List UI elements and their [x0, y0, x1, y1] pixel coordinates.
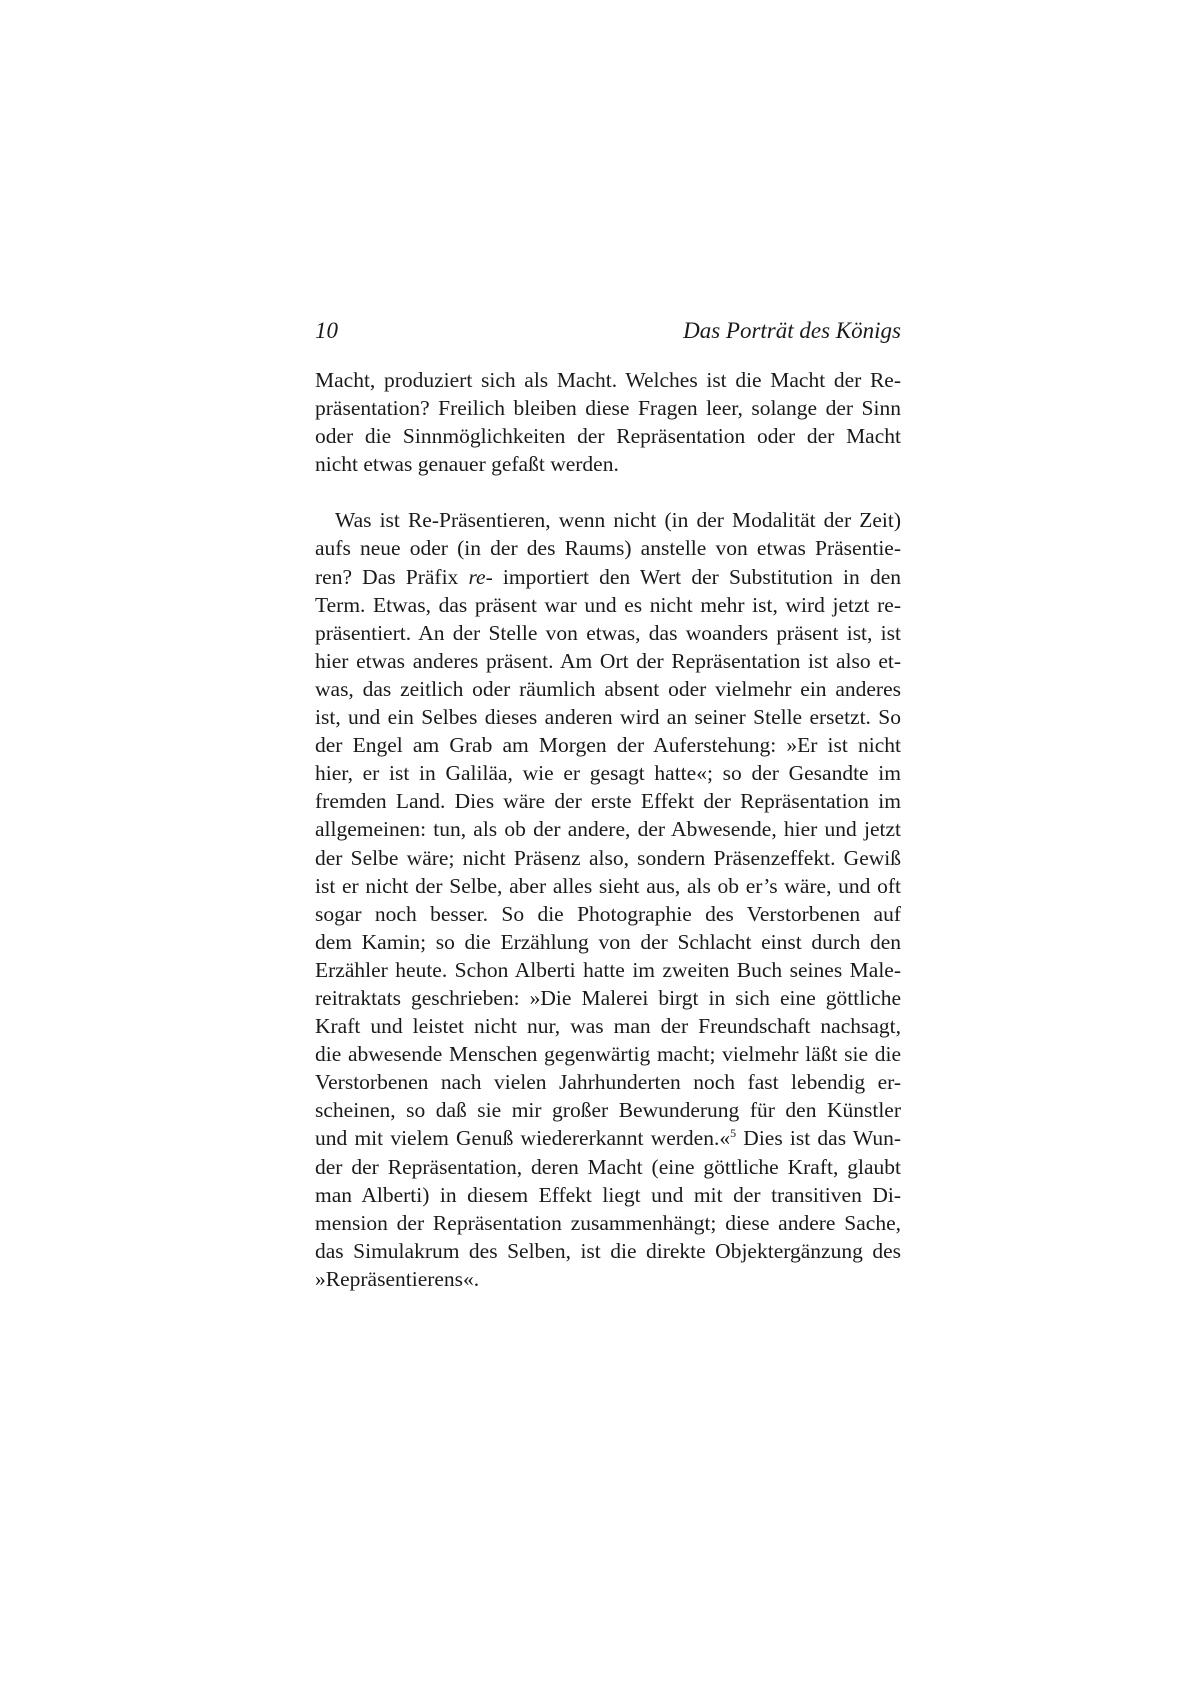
text-segment: importiert den Wert der Substitution in den: [492, 564, 901, 589]
text-line: ist, und ein Selbes dieses anderen wird an seiner Stelle ersetzt. So: [315, 705, 901, 730]
text-segment: und mit vielem Genuß wiedererkannt werden.«: [315, 1126, 731, 1151]
page-number: 10: [315, 318, 338, 343]
text-segment: Dies ist das Wun-: [736, 1126, 901, 1151]
text-segment: ren? Das Präfix: [315, 564, 469, 589]
text-line: reitraktats geschrieben: »Die Malerei birgt in sich eine göttliche: [315, 985, 901, 1010]
text-line: mension der Repräsentation zusammenhängt; diese andere Sache,: [315, 1210, 901, 1235]
paragraph: [315, 366, 901, 478]
text-line: das Simulakrum des Selben, ist die direkte Objektergänzung des: [315, 1238, 901, 1263]
text-line: man Alberti) in diesem Effekt liegt und mit der transitiven Di-: [315, 1182, 901, 1207]
text-line: scheinen, so daß sie mir großer Bewunderung für den Künstler: [315, 1098, 901, 1123]
text-line: Was ist Re-Präsentieren, wenn nicht (in der Modalität der Zeit): [335, 508, 901, 533]
body-text: [315, 366, 901, 1293]
text-line: Macht, produziert sich als Macht. Welches ist die Macht der Re-: [315, 368, 901, 392]
text-line: der Engel am Grab am Morgen der Auferstehung: »Er ist nicht: [315, 733, 901, 758]
text-line: [315, 1124, 901, 1152]
text-line: präsentiert. An der Stelle von etwas, das woanders präsent ist, ist: [315, 620, 901, 645]
text-line: der Selbe wäre; nicht Präsenz also, sondern Präsenzeffekt. Gewiß: [315, 845, 901, 870]
running-head: [315, 318, 901, 356]
text-line: hier, er ist in Galiläa, wie er gesagt hatte«; so der Gesandte im: [315, 761, 901, 786]
text-line: Verstorbenen nach vielen Jahrhunderten noch fast lebendig er-: [315, 1070, 901, 1095]
text-line: »Repräsentierens«.: [315, 1266, 480, 1291]
text-line: die abwesende Menschen gegenwärtig macht; vielmehr läßt sie die: [315, 1042, 901, 1067]
text-line: oder die Sinnmöglichkeiten der Repräsentation oder der Macht: [315, 424, 901, 449]
text-line: Erzähler heute. Schon Alberti hatte im zweiten Buch seines Male-: [315, 957, 901, 982]
text-line: nicht etwas genauer gefaßt werden.: [315, 452, 619, 477]
text-line: allgemeinen: tun, als ob der andere, der Abwesende, hier und jetzt: [315, 817, 901, 842]
book-page: [315, 318, 901, 1293]
running-title: Das Porträt des Königs: [683, 318, 901, 343]
text-line: ist er nicht der Selbe, aber alles sieht aus, als ob er’s wäre, und oft: [315, 873, 901, 898]
text-line: sogar noch besser. So die Photographie des Verstorbenen auf: [315, 901, 901, 926]
text-line: der der Repräsentation, deren Macht (eine göttliche Kraft, glaubt: [315, 1154, 901, 1179]
text-line: hier etwas anderes präsent. Am Ort der Repräsentation ist also et-: [315, 648, 901, 673]
text-line: fremden Land. Dies wäre der erste Effekt der Repräsentation im: [315, 789, 901, 814]
text-line: Term. Etwas, das präsent war und es nicht mehr ist, wird jetzt re-: [315, 592, 901, 617]
text-line: aufs neue oder (in der des Raums) anstelle von etwas Präsentie-: [315, 536, 901, 561]
text-line: präsentation? Freilich bleiben diese Fragen leer, solange der Sinn: [315, 396, 901, 421]
italic-prefix: re-: [468, 564, 493, 589]
paragraph: [315, 506, 901, 1293]
text-line: [315, 563, 901, 591]
text-line: dem Kamin; so die Erzählung von der Schlacht einst durch den: [315, 929, 901, 954]
footnote-marker[interactable]: 5: [730, 1126, 737, 1141]
text-line: was, das zeitlich oder räumlich absent oder vielmehr ein anderes: [315, 676, 901, 701]
text-line: Kraft und leistet nicht nur, was man der Freundschaft nachsagt,: [315, 1014, 901, 1039]
